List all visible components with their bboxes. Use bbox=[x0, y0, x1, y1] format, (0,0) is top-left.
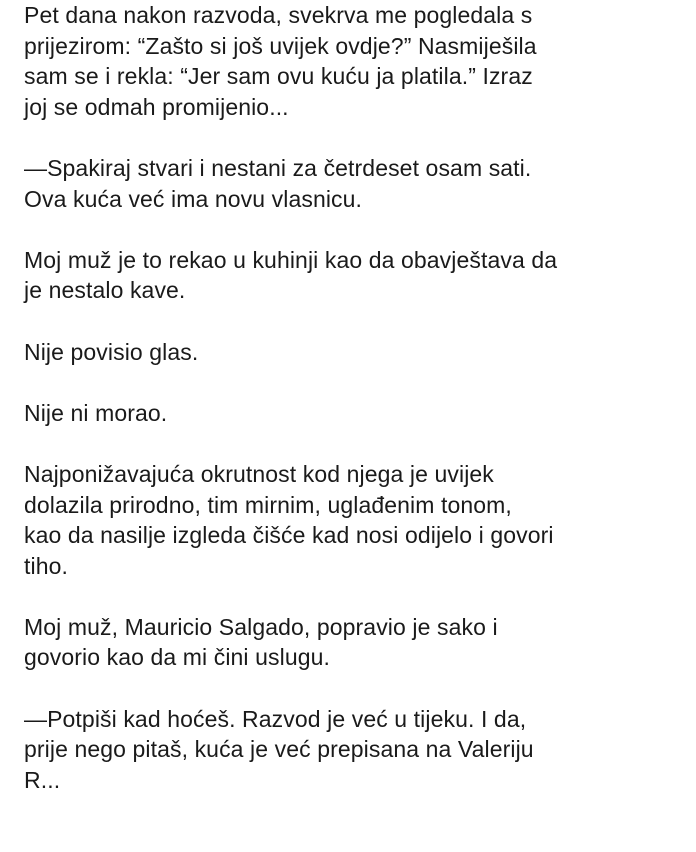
paragraph-4 bbox=[24, 337, 672, 368]
paragraph-1 bbox=[24, 0, 672, 122]
paragraph-gap bbox=[24, 428, 672, 459]
text-line: Pet dana nakon razvoda, svekrva me pogledala s bbox=[24, 2, 533, 28]
text-line: joj se odmah promijenio... bbox=[24, 93, 289, 120]
paragraph-2 bbox=[24, 153, 672, 214]
paragraph-gap bbox=[24, 306, 672, 337]
text-line: Nije povisio glas. bbox=[24, 338, 199, 365]
text-line: je nestalo kave. bbox=[24, 277, 186, 304]
paragraph-gap bbox=[24, 122, 672, 153]
text-line: —Spakiraj stvari i nestani za četrdeset osam sati. bbox=[24, 154, 532, 181]
text-line: govorio kao da mi čini uslugu. bbox=[24, 644, 330, 671]
paragraph-gap bbox=[24, 581, 672, 612]
paragraph-gap bbox=[24, 673, 672, 704]
paragraph-6 bbox=[24, 459, 672, 581]
text-line: tiho. bbox=[24, 552, 68, 579]
paragraph-gap bbox=[24, 214, 672, 245]
text-line: prijezirom: “Zašto si još uvijek ovdje?” Nasmiješila bbox=[24, 32, 537, 59]
paragraph-8 bbox=[24, 704, 672, 796]
text-line: sam se i rekla: “Jer sam ovu kuću ja platila.” Izraz bbox=[24, 63, 533, 90]
text-line: Ova kuća već ima novu vlasnicu. bbox=[24, 185, 363, 212]
text-line: Najponižavajuća okrutnost kod njega je uvijek bbox=[24, 460, 494, 487]
text-line: Nije ni morao. bbox=[24, 399, 168, 426]
text-line: dolazila prirodno, tim mirnim, uglađenim tonom, bbox=[24, 491, 512, 518]
text-line: R... bbox=[24, 766, 61, 793]
paragraph-5 bbox=[24, 398, 672, 429]
paragraph-gap bbox=[24, 367, 672, 398]
text-line: prije nego pitaš, kuća je već prepisana na Valeriju bbox=[24, 736, 534, 763]
text-line: kao da nasilje izgleda čišće kad nosi odijelo i govori bbox=[24, 522, 554, 549]
paragraph-7 bbox=[24, 612, 672, 673]
text-line: —Potpiši kad hoćeš. Razvod je već u tijeku. I da, bbox=[24, 705, 527, 732]
text-line: Moj muž, Mauricio Salgado, popravio je sako i bbox=[24, 613, 498, 640]
text-line: Moj muž je to rekao u kuhinji kao da obavještava da bbox=[24, 246, 558, 273]
paragraph-3 bbox=[24, 245, 672, 306]
